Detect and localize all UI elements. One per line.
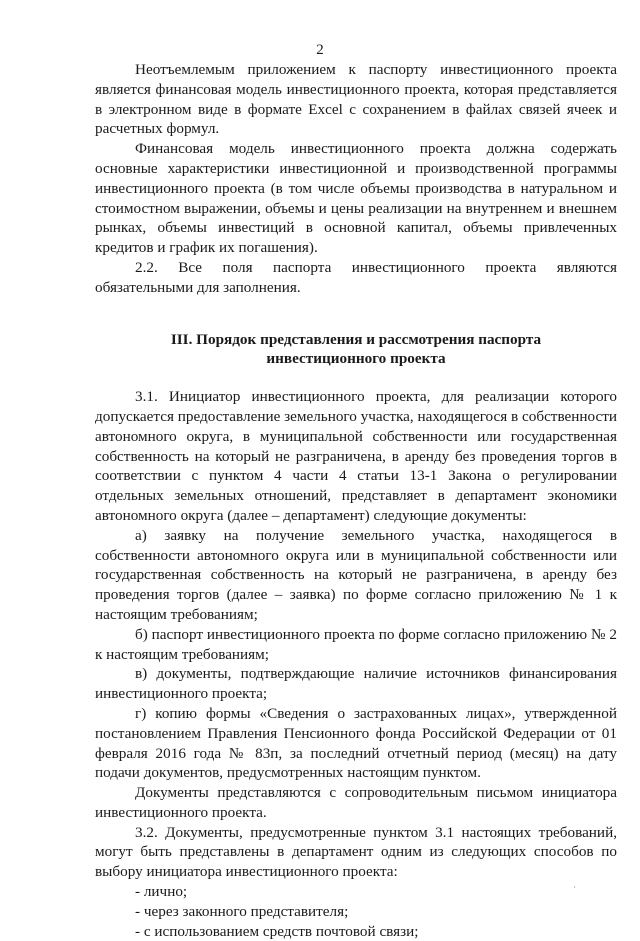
paragraph-financial-model-content: Финансовая модель инвестиционного проекта должна содержать основные характеристики инвестиционной и производственной программы инвестиционного проекта (в том числе объемы производства в натуральном и стоимостном выражении, объемы и цены реализации на внутреннем и внешнем рынках, объемы инвестиций в основной капитал, объемы привлеченных кредитов и график их погашения). — [95, 140, 617, 257]
dash-item-representative: - через законного представителя; — [135, 902, 349, 920]
paragraph-3-1: 3.1. Инициатор инвестиционного проекта, для реализации которого допускается предоставление земельного участка, находящегося в собственности автономного округа, в муниципальной собственности или государственная собственность на который не разграничена, в аренду без проведения торгов в соответствии с пунктом 4 части 4 статьи 13-1 Закона о регулировании отдельных земельных отношений, представляет в департамент экономики автономного округа (далее – департамент) следующие документы: — [95, 388, 618, 524]
paragraph-cover-letter: Документы представляются с сопроводительным письмом инициатора инвестиционного проекта. — [95, 784, 617, 821]
list-item-g: г) копию формы «Сведения о застрахованных лицах», утвержденной постановлением Правления Пенсионного фонда Российской Федерации от 01 февраля 2016 года № 83п, за последний отчетный период (месяц) на дату подачи документов, предусмотренных настоящим пунктом. — [95, 704, 617, 782]
dash-item-in-person: - лично; — [135, 883, 188, 901]
page-number: 2 — [316, 42, 324, 58]
list-item-v: в) документы, подтверждающие наличие источников финансирования инвестиционного проекта; — [95, 665, 617, 703]
paragraph-appendix-financial-model: Неотъемлемым приложением к паспорту инвестиционного проекта является финансовая модель инвестиционного проекта, которая представляется в электронном виде в формате Excel с сохранением в файлах связей ячеек и расчетных формул. — [95, 61, 617, 138]
paragraph-2-2: 2.2. Все поля паспорта инвестиционного проекта являются обязательными для заполнения. — [95, 258, 617, 296]
document-body — [95, 60, 617, 941]
dash-item-postal: - с использованием средств почтовой связи; — [135, 922, 419, 940]
section-heading: III. Порядок представления и рассмотрения паспорта инвестиционного проекта — [170, 330, 542, 368]
list-item-a: а) заявку на получение земельного участка, находящегося в собственности автономного округа или в муниципальной собственности или государственная собственность на который не разграничена, в аренду без проведения торгов (далее – заявка) по форме согласно приложению № 1 к настоящим требованиям; — [95, 526, 617, 623]
scan-speck: · — [573, 883, 576, 892]
paragraph-3-2: 3.2. Документы, предусмотренные пунктом 3.1 настоящих требований, могут быть представлены в департамент одним из следующих способов по выбору инициатора инвестиционного проекта: — [95, 823, 617, 881]
list-item-b: б) паспорт инвестиционного проекта по форме согласно приложению № 2 к настоящим требованиям; — [95, 625, 617, 663]
